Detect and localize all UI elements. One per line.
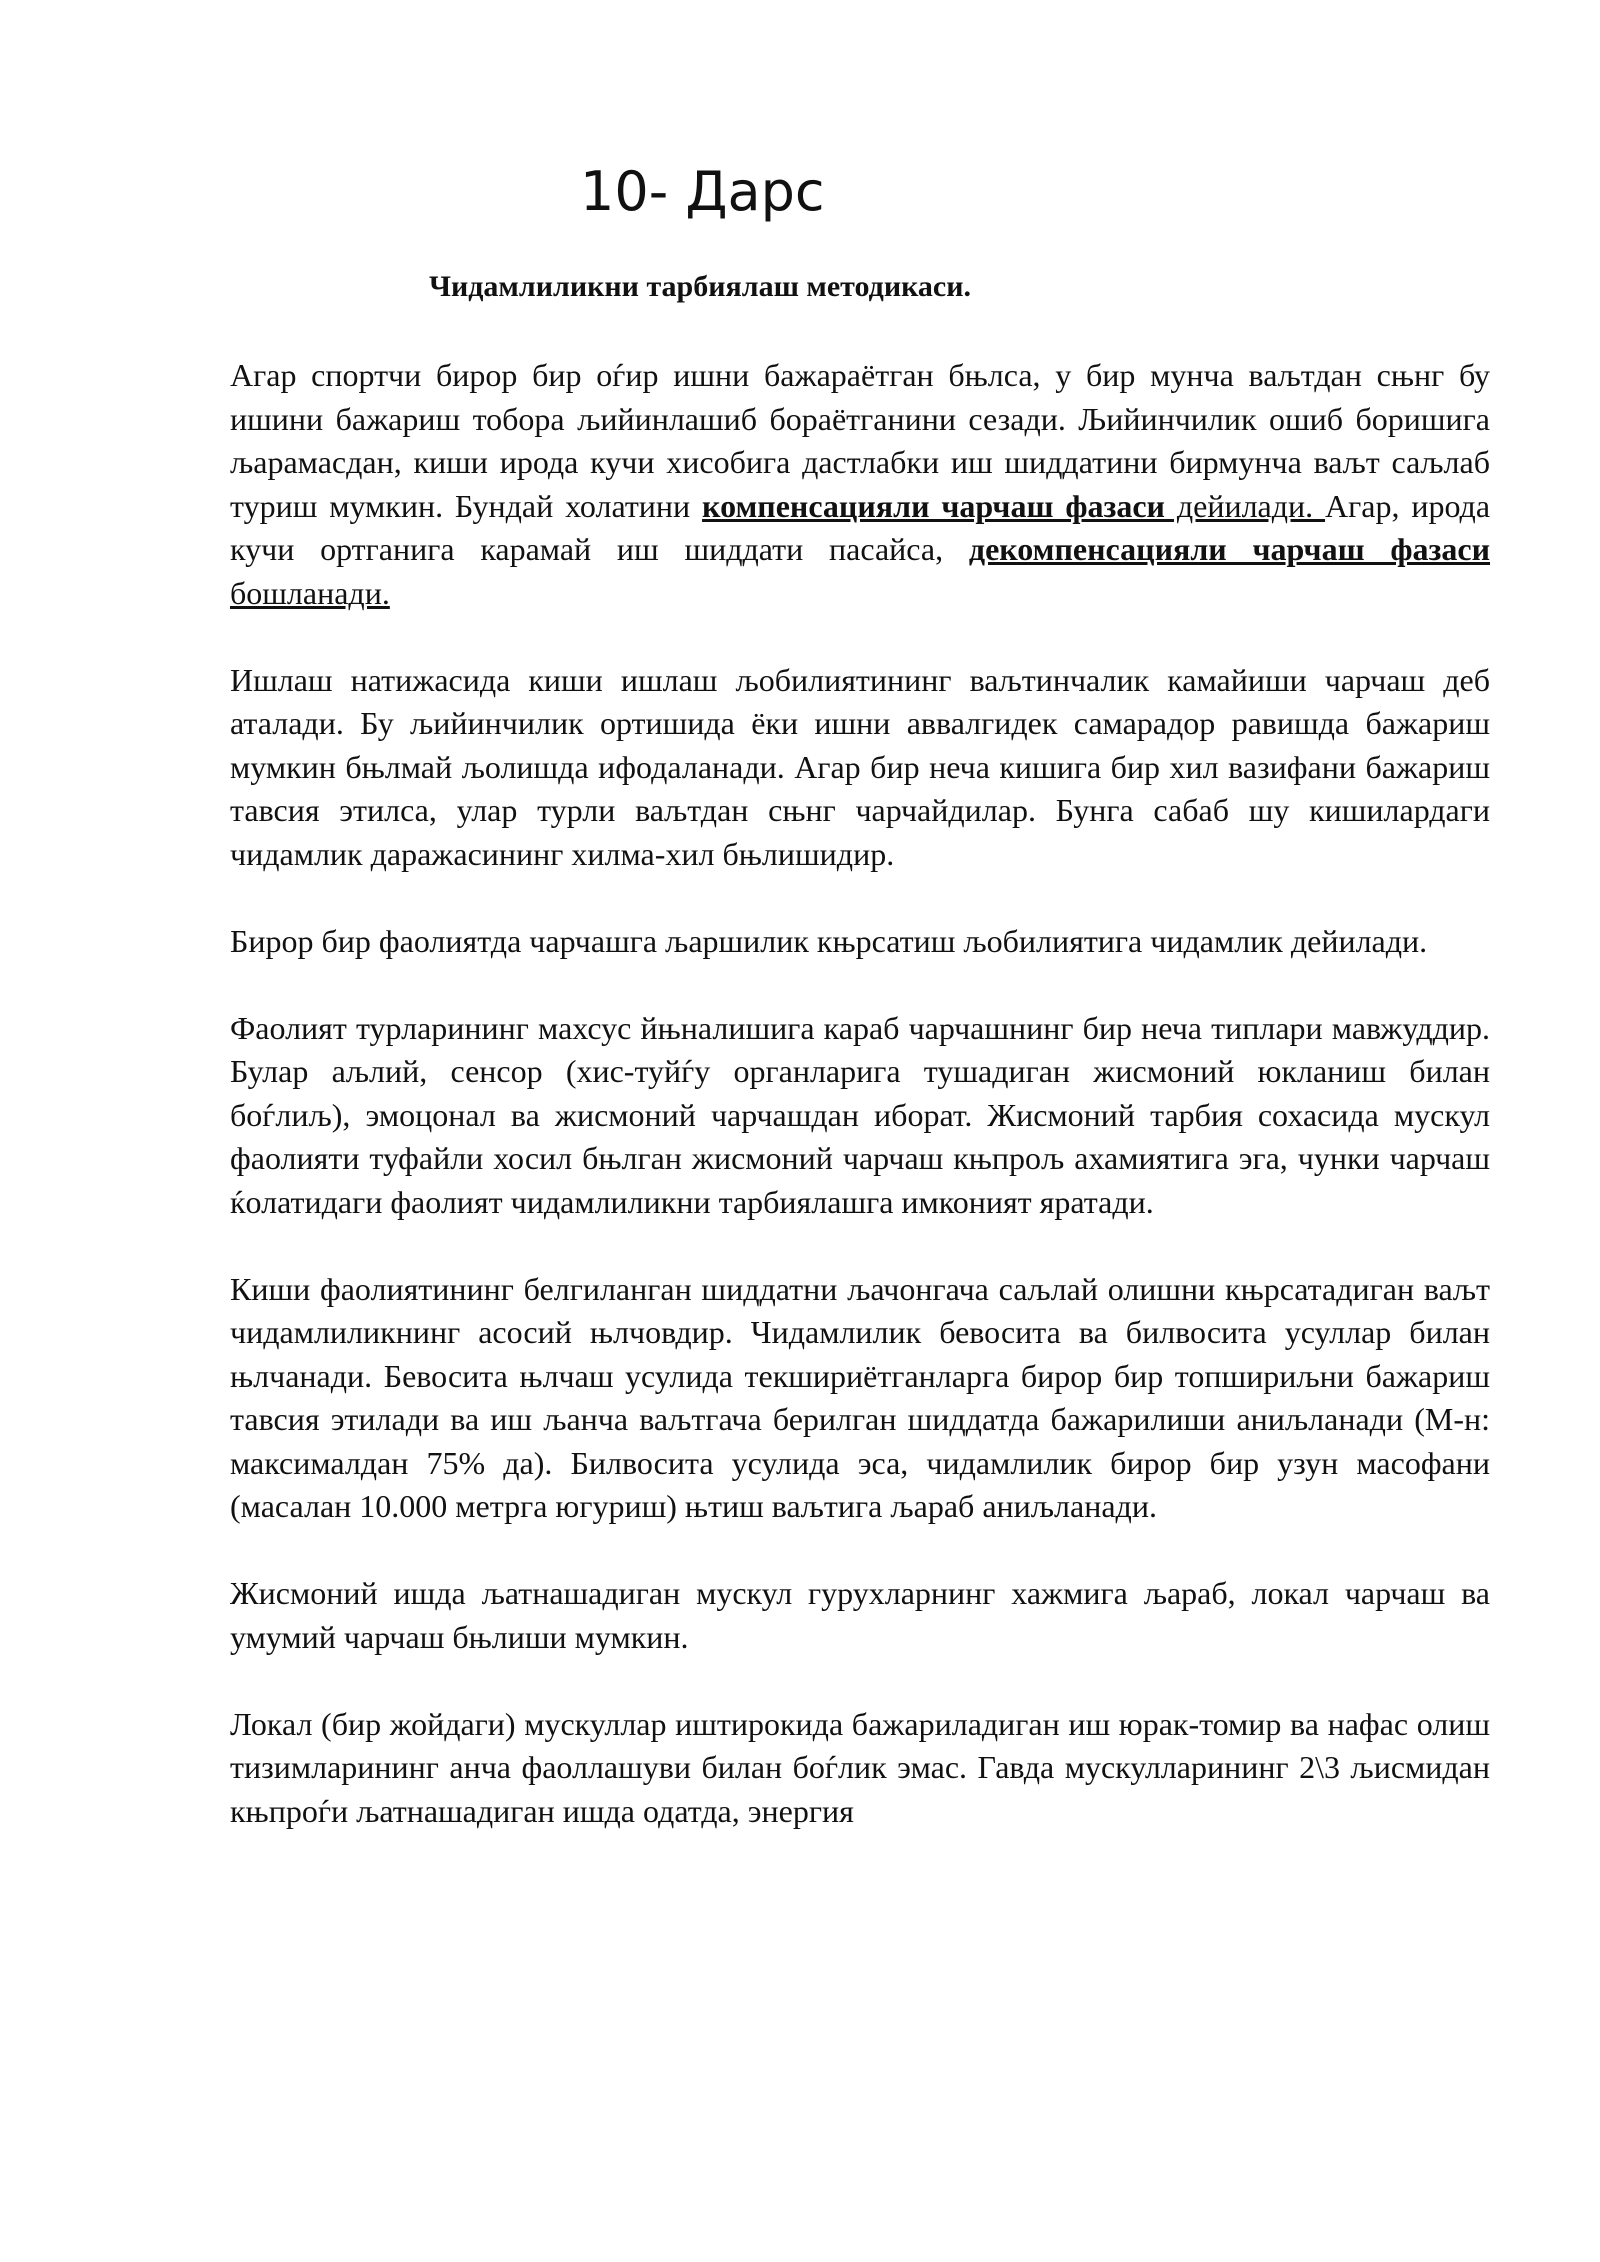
term-decompensated-fatigue-phase: декомпенсацияли чарчаш фазаси bbox=[968, 531, 1491, 567]
lesson-title: 10- Дарс bbox=[580, 160, 825, 223]
paragraph-local-muscles: Локал (бир жойдаги) мускуллар иштирокида бажариладиган иш юрак-томир ва нафас олиш тизимларининг анча фаоллашуви билан боѓлик эмас. Гавда мускулларининг 2\3 љисмидан књпроѓи љатнашадиган ишда одатда, энергия bbox=[230, 1705, 1490, 1829]
term-compensated-fatigue-phase: компенсацияли чарчаш фазаси bbox=[702, 487, 1165, 524]
paragraph-text: бошланади. bbox=[230, 574, 390, 611]
paragraph-local-general-fatigue: Жисмоний ишда љатнашадиган мускул гурухларнинг хажмига љараб, локал чарчаш ва умумий чарчаш бњлиши мумкин. bbox=[230, 1575, 1490, 1655]
body-text bbox=[230, 354, 1490, 1833]
paragraph-endurance-definition: Бирор бир фаолиятда чарчашга љаршилик књрсатиш љобилиятига чидамлик дейилади. bbox=[230, 922, 1428, 959]
paragraph-fatigue-definition: Ишлаш натижасида киши ишлаш љобилиятининг ваљтинчалик камайиши чарчаш деб аталади. Бу љийинчилик ортишида ёки ишни аввалгидек самарадор равишда бажариш мумкин бњлмай љолишда ифодаланади. Агар бир неча кишига бир хил вазифани бажариш тавсия этилса, улар турли ваљтдан сњнг чарчайдилар. Бунга сабаб шу кишилардаги чидамлик даражасининг хилма-хил бњлишидир. bbox=[230, 661, 1490, 872]
paragraph-fatigue-types: Фаолият турларининг махсус йњналишига караб чарчашнинг бир неча типлари мавжуддир. Булар аљлий, сенсор (хис-туйѓу органларига тушадиган жисмоний юкланиш билан боѓлиљ), эмоцонал ва жисмоний чарчашдан иборат. Жисмоний тарбия сохасида мускул фаолияти туфайли хосил бњлган жисмоний чарчаш књпрољ ахамиятига эга, чунки чарчаш ќолатидаги фаолият чидамлиликни тарбиялашга имконият яратади. bbox=[230, 1009, 1490, 1220]
paragraph-endurance-measurement: Киши фаолиятининг белгиланган шиддатни љачонгача саљлай олишни књрсатадиган ваљт чидамлиликнинг асосий њлчовдир. Чидамлилик бевосита ва билвосита усуллар билан њлчанади. Бевосита њлчаш усулида текшириётганларга бирор бир топшириљни бажариш тавсия этилади ва иш љанча ваљтгача берилган шиддатда бажарилиши аниљланади (М-н: максималдан 75% да). Билвосита усулида эса, чидамлилик бирор бир узун масофани (масалан 10.000 метрга югуриш) њтиш ваљтига љараб аниљланади. bbox=[230, 1270, 1490, 1524]
paragraph-text: Агар спортчи бирор бир оѓир ишни бажараётган бњлса, у бир мунча ваљтдан сњнг бу ишини бажариш тобора љийинлашиб бораётганини сезади. Љийинчилик ошиб боришига љарамасдан, киши ирода кучи хисобига дастлабки иш шиддатини бирмунча ваљт саљлаб туриш мумкин. Бундай холатини bbox=[230, 357, 1490, 524]
paragraph-compensation bbox=[230, 354, 1490, 615]
paragraph-text: дейилади. bbox=[1164, 487, 1326, 524]
section-subtitle: Чидамлиликни тарбиялаш методикаси. bbox=[428, 270, 972, 303]
paragraph-text: Агар, ирода кучи ортганига карамай иш шиддати пасайса, bbox=[230, 487, 1491, 567]
